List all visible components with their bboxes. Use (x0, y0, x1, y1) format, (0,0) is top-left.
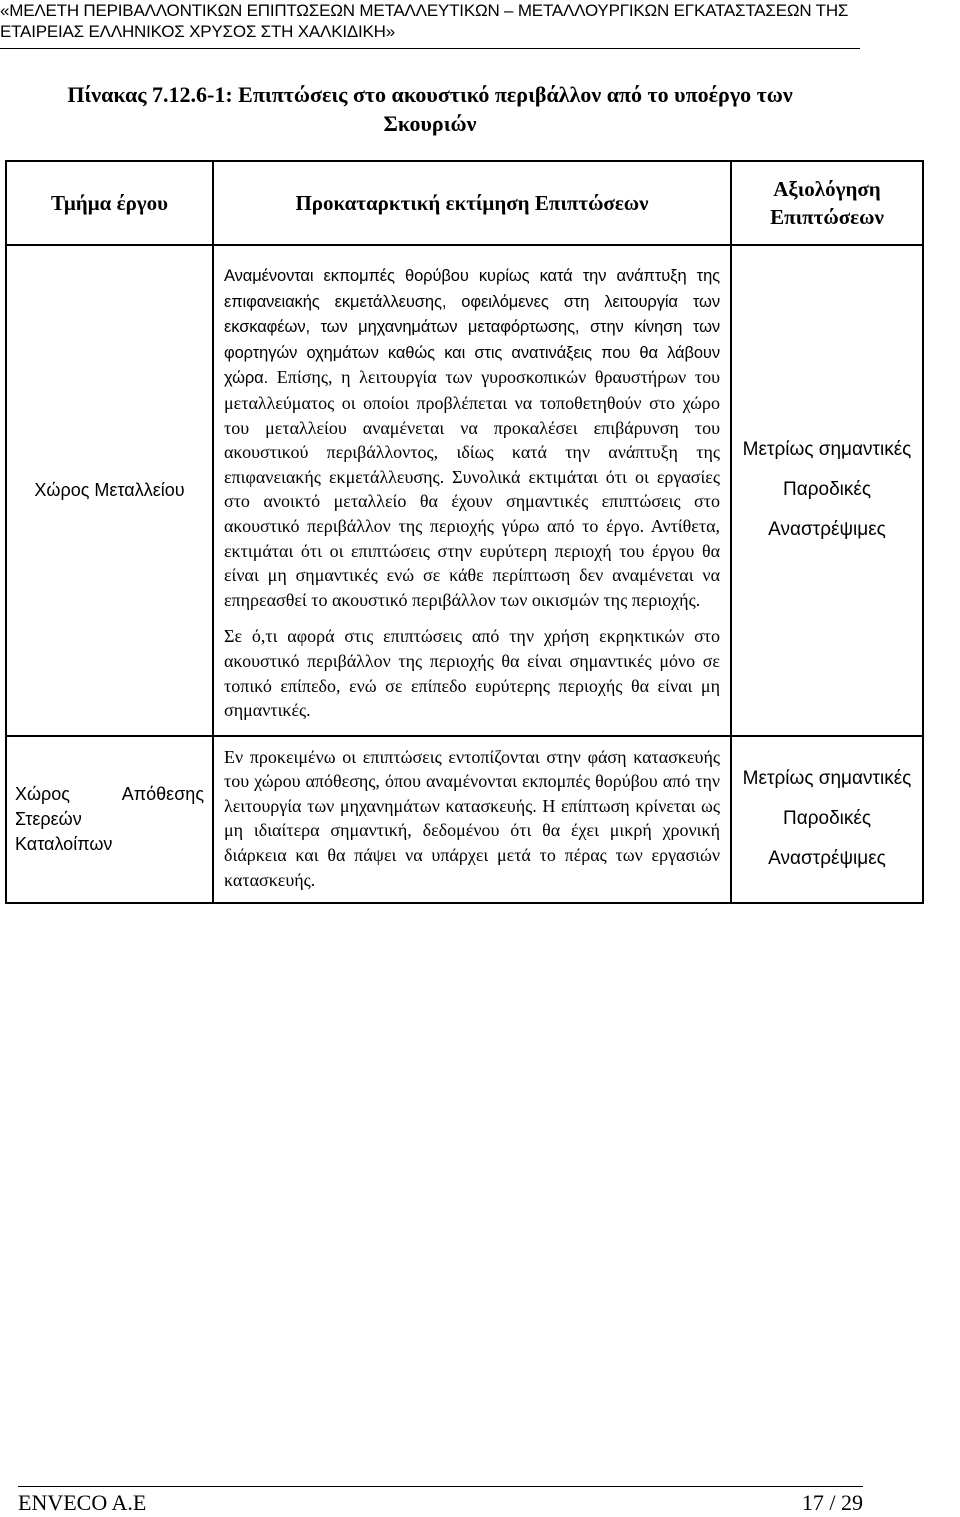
footer-company: ENVECO A.E (18, 1490, 147, 1515)
assessment-body-text: Επίσης, η λειτουργία των γυροσκοπικών θραυστήρων του μεταλλεύματος οι οποίοι προβλέπεται να τοποθετηθούν στο χώρο του μεταλλείου αναμένεται να προκαλέσει επιβάρυνση του ακουστικού περιβάλλοντος, ιδίως κατά την ανάπτυξη της επιφανειακής εκμετάλλευσης. Συνολικά εκτιμάται ότι οι εργασίες στο ανοικτό μεταλλείο θα έχουν σημαντικές επιπτώσεις στο ακουστικό περιβάλλον της περιοχής γύρω από το έργο. Αντίθετα, εκτιμάται ότι οι επιπτώσεις στην ευρύτερη περιοχή του έργου θα είναι μη σημαντικές ενώ σε κάθε περίπτωση δεν αναμένεται να επηρεασθεί το ακουστικό περιβάλλον των οικισμών της περιοχής. (224, 367, 720, 610)
assessment-paragraph (224, 263, 720, 612)
header-preliminary-assessment: Προκαταρκτική εκτίμηση Επιπτώσεων (213, 161, 731, 245)
assessment-paragraph: Σε ό,τι αφορά στις επιπτώσεις από την χρήση εκρηκτικών στο ακουστικό περιβάλλον της περιοχής θα είναι σημαντικές μόνο σε τοπικό επίπεδο, ενώ σε επίπεδο ευρύτερης περιοχής θα είναι μη σημαντικές. (224, 626, 720, 721)
project-part-line: Χώρος Απόθεσης (15, 783, 204, 804)
header-divider (0, 48, 860, 49)
running-header-line-2: ΕΤΑΙΡΕΙΑΣ ΕΛΛΗΝΙΚΟΣ ΧΡΥΣΟΣ ΣΤΗ ΧΑΛΚΙΔΙΚΗ» (0, 22, 396, 41)
running-header (0, 0, 860, 42)
evaluation-reversibility: Αναστρέψιμες (768, 519, 886, 541)
evaluation-significance: Μετρίως σημαντικές (742, 768, 912, 790)
evaluation-significance: Μετρίως σημαντικές (742, 439, 912, 461)
evaluation-reversibility: Αναστρέψιμες (768, 848, 886, 870)
table-caption-line-1: Πίνακας 7.12.6-1: Επιπτώσεις στο ακουστικό περιβάλλον από το υποέργο των (67, 82, 793, 107)
evaluation-duration: Παροδικές (782, 808, 871, 830)
page-footer (18, 1486, 863, 1513)
header-evaluation-line-2: Επιπτώσεων (770, 205, 884, 229)
project-part-line: Στερεών (15, 808, 82, 829)
page-number: 17 / 29 (801, 1490, 863, 1515)
table-header-row (6, 161, 923, 245)
table-row (6, 736, 923, 904)
table-caption-line-2: Σκουριών (383, 111, 477, 136)
project-part-cell (6, 736, 213, 904)
footer-divider (18, 1486, 863, 1487)
header-evaluation-line-1: Αξιολόγηση (773, 177, 881, 201)
table-row (6, 245, 923, 736)
impact-table (5, 160, 924, 904)
evaluation-cell (731, 245, 923, 736)
assessment-cell (213, 245, 731, 736)
header-project-part: Τμήμα έργου (6, 161, 213, 245)
evaluation-duration: Παροδικές (782, 479, 871, 501)
header-impact-evaluation (731, 161, 923, 245)
table-caption (0, 80, 860, 138)
project-part-line: Καταλοίπων (15, 833, 113, 854)
running-header-line-1: «ΜΕΛΕΤΗ ΠΕΡΙΒΑΛΛΟΝΤΙΚΩΝ ΕΠΙΠΤΩΣΕΩΝ ΜΕΤΑΛΛΕΥΤΙΚΩΝ – ΜΕΤΑΛΛΟΥΡΓΙΚΩΝ ΕΓΚΑΤΑΣΤΑΣΕΩΝ ΤΗΣ (0, 1, 849, 20)
assessment-lead-text: Αναμένονται εκπομπές θορύβου κυρίως κατά την ανάπτυξη της επιφανειακής εκμετάλλευσης, οφειλόμενες στη λειτουργία των εκσκαφέων, των μηχανημάτων μεταφόρτωσης, στην κίνηση των φορτηγών οχημάτων καθώς και στις ανατινάξεις που θα λάβουν χώρα. (224, 267, 720, 388)
project-part-cell: Χώρος Μεταλλείου (6, 245, 213, 736)
evaluation-cell (731, 736, 923, 904)
assessment-paragraph: Εν προκειμένω οι επιπτώσεις εντοπίζονται στην φάση κατασκευής του χώρου απόθεσης, όπου αναμένονται εκπομπές θορύβου από την λειτουργία των μηχανημάτων κατασκευής. Η επίπτωση κρίνεται ως μη ιδιαίτερα σημαντική, δεδομένου ότι θα έχει μικρή χρονική διάρκεια και θα πάψει να υπάρχει μετά το πέρας των εργασιών κατασκευής. (224, 746, 720, 890)
assessment-cell (213, 736, 731, 904)
